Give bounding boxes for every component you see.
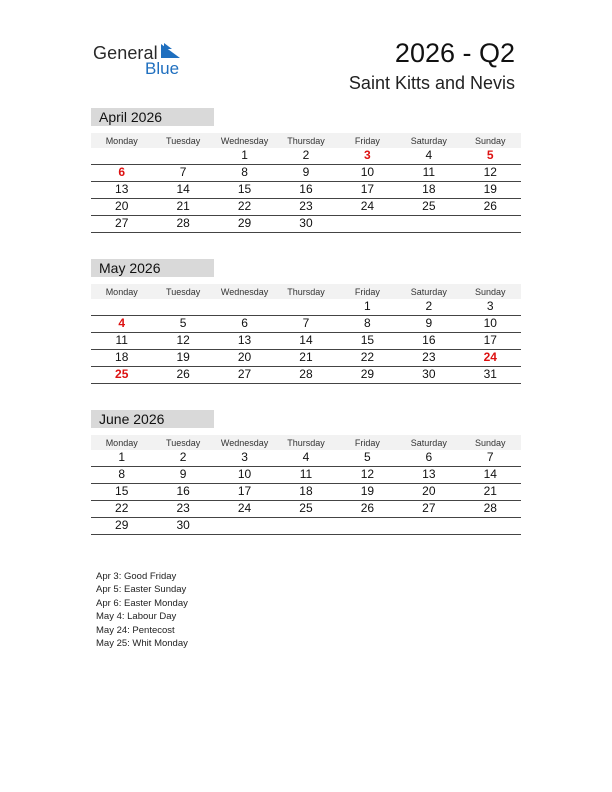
day-cell: 10 — [214, 467, 275, 484]
day-cell: 2 — [152, 450, 213, 467]
day-cell: 15 — [91, 484, 152, 501]
weekday-header-row — [91, 284, 521, 299]
day-cell: 14 — [460, 467, 521, 484]
month-block-june — [91, 410, 521, 535]
day-cell: 17 — [214, 484, 275, 501]
weekday-label: Friday — [337, 133, 398, 148]
day-cell: 13 — [398, 467, 459, 484]
weekday-header-row — [91, 435, 521, 450]
holiday-item: May 24: Pentecost — [96, 624, 175, 636]
weekday-label: Friday — [337, 435, 398, 450]
day-cell: 8 — [91, 467, 152, 484]
day-cell: 20 — [91, 199, 152, 216]
day-cell: 19 — [337, 484, 398, 501]
weekday-label: Thursday — [275, 284, 336, 299]
day-cell: 21 — [275, 350, 336, 367]
day-cell: 4 — [91, 316, 152, 333]
day-cell: 6 — [91, 165, 152, 182]
day-cell: 16 — [398, 333, 459, 350]
logo-word-blue: Blue — [145, 59, 180, 78]
day-cell: 20 — [398, 484, 459, 501]
day-cell: 26 — [337, 501, 398, 518]
day-cell: 3 — [460, 299, 521, 316]
weekday-label: Monday — [91, 284, 152, 299]
day-cell: 4 — [398, 148, 459, 165]
day-cell — [152, 148, 213, 165]
holiday-item: Apr 5: Easter Sunday — [96, 584, 187, 596]
month-title: April 2026 — [91, 108, 214, 126]
weekday-label: Tuesday — [152, 133, 213, 148]
day-cell: 18 — [91, 350, 152, 367]
weekday-header-row — [91, 133, 521, 148]
weekday-label: Saturday — [398, 284, 459, 299]
day-cell — [91, 148, 152, 165]
day-cell: 19 — [152, 350, 213, 367]
day-cell: 30 — [152, 518, 213, 535]
weekday-label: Friday — [337, 284, 398, 299]
week-row — [91, 165, 521, 182]
day-cell: 13 — [91, 182, 152, 199]
day-cell: 27 — [214, 367, 275, 384]
day-cell — [275, 518, 336, 535]
calendar-table — [91, 133, 521, 233]
day-cell: 25 — [91, 367, 152, 384]
holiday-item: Apr 3: Good Friday — [96, 571, 177, 582]
day-cell: 24 — [214, 501, 275, 518]
day-cell: 6 — [398, 450, 459, 467]
day-cell: 24 — [337, 199, 398, 216]
day-cell: 17 — [460, 333, 521, 350]
day-cell: 27 — [398, 501, 459, 518]
day-cell: 26 — [460, 199, 521, 216]
day-cell: 11 — [275, 467, 336, 484]
day-cell: 28 — [152, 216, 213, 233]
day-cell: 11 — [91, 333, 152, 350]
day-cell: 5 — [337, 450, 398, 467]
day-cell: 30 — [275, 216, 336, 233]
week-row — [91, 216, 521, 233]
day-cell: 29 — [214, 216, 275, 233]
day-cell: 26 — [152, 367, 213, 384]
holiday-item: May 25: Whit Monday — [96, 637, 188, 649]
logo-triangle-icon — [161, 43, 181, 59]
day-cell: 8 — [337, 316, 398, 333]
day-cell: 9 — [398, 316, 459, 333]
weekday-label: Saturday — [398, 133, 459, 148]
month-block-april — [91, 108, 521, 233]
day-cell: 12 — [152, 333, 213, 350]
day-cell — [91, 299, 152, 316]
weekday-label: Tuesday — [152, 284, 213, 299]
day-cell — [152, 299, 213, 316]
day-cell: 28 — [275, 367, 336, 384]
day-cell: 12 — [337, 467, 398, 484]
day-cell: 19 — [460, 182, 521, 199]
week-row — [91, 299, 521, 316]
holiday-list — [96, 570, 188, 650]
weekday-label: Thursday — [275, 435, 336, 450]
day-cell: 12 — [460, 165, 521, 182]
weekday-label: Wednesday — [214, 284, 275, 299]
day-cell: 10 — [460, 316, 521, 333]
weekday-label: Tuesday — [152, 435, 213, 450]
day-cell — [398, 518, 459, 535]
day-cell: 22 — [91, 501, 152, 518]
day-cell: 3 — [337, 148, 398, 165]
day-cell: 13 — [214, 333, 275, 350]
day-cell: 27 — [91, 216, 152, 233]
week-row — [91, 367, 521, 384]
day-cell: 18 — [275, 484, 336, 501]
week-row — [91, 350, 521, 367]
month-title: June 2026 — [91, 410, 214, 428]
logo-word-general: General — [93, 43, 158, 63]
day-cell: 18 — [398, 182, 459, 199]
day-cell: 8 — [214, 165, 275, 182]
day-cell: 15 — [214, 182, 275, 199]
day-cell: 2 — [398, 299, 459, 316]
day-cell: 17 — [337, 182, 398, 199]
calendar-table — [91, 435, 521, 535]
week-row — [91, 182, 521, 199]
day-cell: 22 — [337, 350, 398, 367]
day-cell — [337, 216, 398, 233]
week-row — [91, 316, 521, 333]
weekday-label: Wednesday — [214, 133, 275, 148]
day-cell: 31 — [460, 367, 521, 384]
week-row — [91, 199, 521, 216]
day-cell: 22 — [214, 199, 275, 216]
day-cell — [337, 518, 398, 535]
week-row — [91, 484, 521, 501]
month-block-may — [91, 259, 521, 384]
day-cell: 9 — [152, 467, 213, 484]
weekday-label: Wednesday — [214, 435, 275, 450]
day-cell: 21 — [152, 199, 213, 216]
weekday-label: Saturday — [398, 435, 459, 450]
generalblue-logo — [93, 40, 193, 80]
country-name: Saint Kitts and Nevis — [348, 73, 515, 93]
week-row — [91, 518, 521, 535]
day-cell: 24 — [460, 350, 521, 367]
day-cell: 10 — [337, 165, 398, 182]
day-cell: 23 — [152, 501, 213, 518]
day-cell: 29 — [337, 367, 398, 384]
day-cell: 25 — [398, 199, 459, 216]
day-cell: 11 — [398, 165, 459, 182]
day-cell: 9 — [275, 165, 336, 182]
day-cell: 6 — [214, 316, 275, 333]
day-cell: 1 — [214, 148, 275, 165]
day-cell — [460, 216, 521, 233]
day-cell: 23 — [398, 350, 459, 367]
day-cell: 14 — [152, 182, 213, 199]
day-cell: 30 — [398, 367, 459, 384]
day-cell — [214, 518, 275, 535]
day-cell: 16 — [275, 182, 336, 199]
day-cell — [214, 299, 275, 316]
weekday-label: Sunday — [460, 133, 521, 148]
weekday-label: Sunday — [460, 284, 521, 299]
day-cell: 29 — [91, 518, 152, 535]
weekday-label: Monday — [91, 435, 152, 450]
day-cell — [275, 299, 336, 316]
day-cell: 20 — [214, 350, 275, 367]
day-cell: 25 — [275, 501, 336, 518]
day-cell: 7 — [460, 450, 521, 467]
day-cell: 28 — [460, 501, 521, 518]
day-cell: 1 — [91, 450, 152, 467]
weekday-label: Sunday — [460, 435, 521, 450]
day-cell — [398, 216, 459, 233]
day-cell: 15 — [337, 333, 398, 350]
day-cell: 14 — [275, 333, 336, 350]
weekday-label: Thursday — [275, 133, 336, 148]
page-title: 2026 - Q2 — [394, 38, 515, 68]
day-cell: 16 — [152, 484, 213, 501]
week-row — [91, 148, 521, 165]
holiday-item: Apr 6: Easter Monday — [96, 597, 188, 609]
week-row — [91, 333, 521, 350]
weekday-label: Monday — [91, 133, 152, 148]
week-row — [91, 467, 521, 484]
day-cell: 3 — [214, 450, 275, 467]
day-cell: 2 — [275, 148, 336, 165]
title-block — [349, 38, 515, 94]
day-cell: 5 — [460, 148, 521, 165]
day-cell: 21 — [460, 484, 521, 501]
day-cell: 23 — [275, 199, 336, 216]
month-title: May 2026 — [91, 259, 214, 277]
day-cell — [460, 518, 521, 535]
day-cell: 7 — [152, 165, 213, 182]
day-cell: 5 — [152, 316, 213, 333]
calendar-table — [91, 284, 521, 384]
week-row — [91, 450, 521, 467]
week-row — [91, 501, 521, 518]
day-cell: 7 — [275, 316, 336, 333]
day-cell: 1 — [337, 299, 398, 316]
day-cell: 4 — [275, 450, 336, 467]
holiday-item: May 4: Labour Day — [96, 611, 177, 623]
